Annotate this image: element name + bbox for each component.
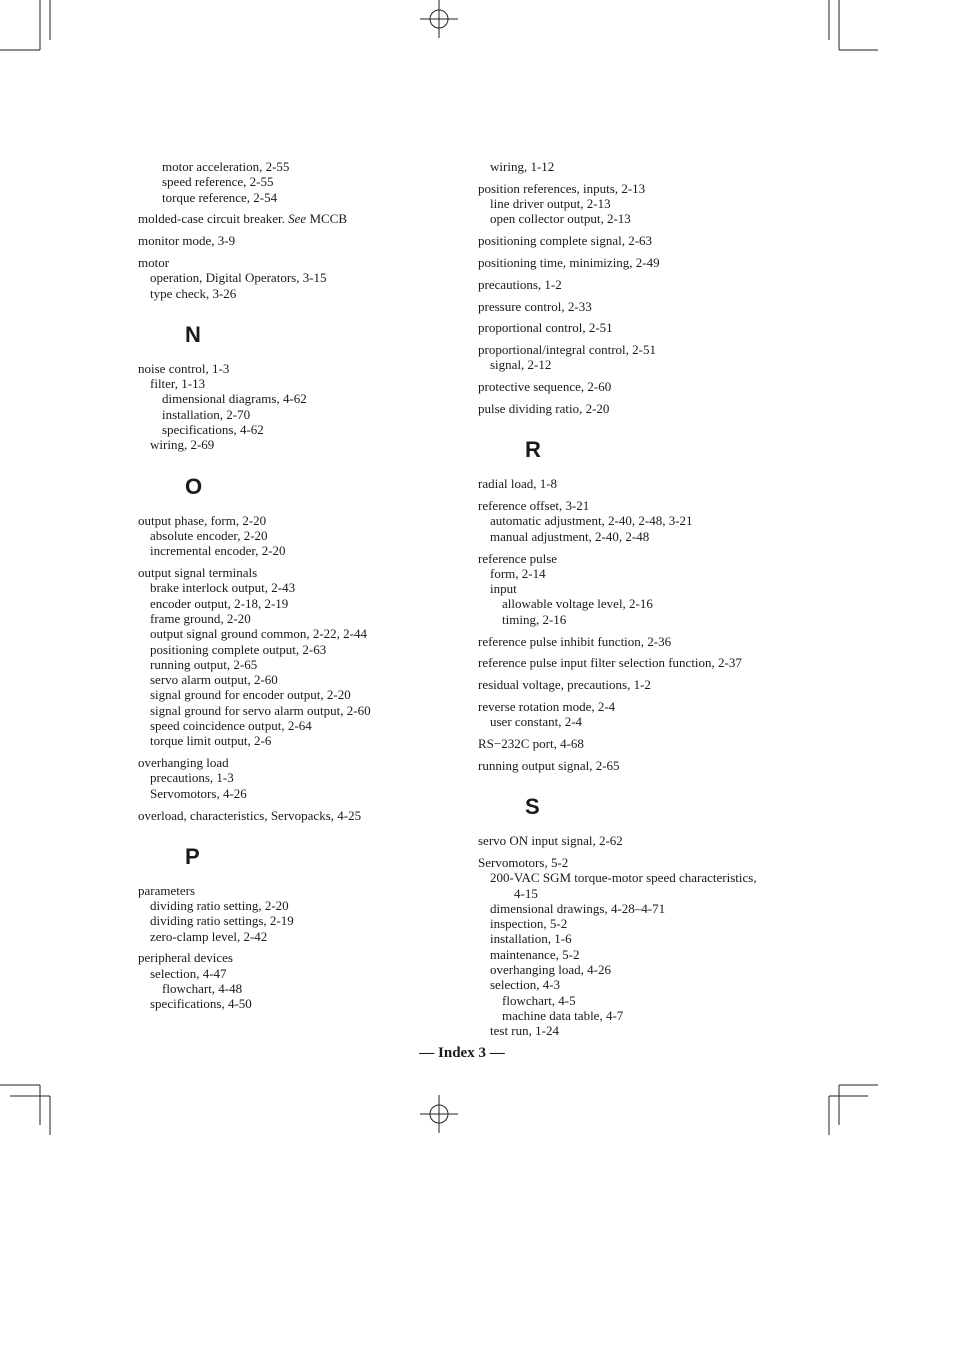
term-text: molded-case circuit breaker. (138, 211, 289, 227)
index-subentry: servo alarm output, 2-60 (150, 672, 278, 688)
index-subentry: absolute encoder, 2-20 (150, 527, 268, 543)
index-term: reference pulse inhibit function, 2-36 (478, 633, 672, 649)
index-subentry: frame ground, 2-20 (150, 610, 251, 626)
group-p (138, 883, 458, 1012)
index-term: noise control, 1-3 (138, 360, 230, 376)
index-entry (138, 211, 458, 226)
index-entry (478, 255, 808, 270)
index-entry (478, 320, 808, 335)
index-subentry: incremental encoder, 2-20 (150, 543, 286, 559)
index-entry (478, 181, 808, 227)
index-entry (478, 233, 808, 248)
index-column-left (138, 159, 458, 1018)
index-subsubentry: installation, 2-70 (162, 406, 251, 422)
index-subentry: signal ground for encoder output, 2-20 (150, 687, 351, 703)
index-entry (478, 551, 808, 627)
index-term: position references, inputs, 2-13 (478, 180, 646, 196)
section-letter-o: O (185, 473, 203, 499)
index-subentry: open collector output, 2-13 (490, 211, 631, 227)
index-term: motor (138, 254, 170, 270)
index-entry (478, 401, 808, 416)
index-term: residual voltage, precautions, 1-2 (478, 677, 651, 693)
group-p-tail (478, 159, 808, 416)
group-o (138, 513, 458, 823)
group-m-tail (138, 159, 458, 301)
index-entry (478, 833, 808, 848)
index-subentry: zero-clamp level, 2-42 (150, 928, 268, 944)
index-subentry: wiring, 1-12 (490, 159, 555, 174)
index-subentry: torque limit output, 2-6 (150, 733, 272, 749)
section-letter-s: S (525, 794, 540, 820)
index-term: reference pulse input filter selection function, 2-37 (478, 655, 742, 671)
index-subentry: 200-VAC SGM torque-motor speed characteristics, (490, 870, 757, 886)
index-subsubentry: allowable voltage level, 2-16 (502, 596, 653, 612)
index-subentry: dividing ratio setting, 2-20 (150, 898, 289, 914)
index-subentry: wiring, 2-69 (150, 437, 215, 453)
index-subentry: maintenance, 5-2 (490, 946, 580, 962)
index-term: positioning time, minimizing, 2-49 (478, 254, 660, 270)
index-subentry: dimensional drawings, 4-28–4-71 (490, 900, 666, 916)
index-entry (478, 277, 808, 292)
index-subsubentry: speed reference, 2-55 (162, 174, 274, 190)
index-term: peripheral devices (138, 950, 233, 966)
index-subentry: specifications, 4-50 (150, 996, 252, 1012)
index-term: output signal terminals (138, 565, 258, 581)
index-term: running output signal, 2-65 (478, 757, 620, 773)
index-term: reference offset, 3-21 (478, 498, 590, 514)
index-entry (138, 255, 458, 301)
index-term: RS−232C port, 4-68 (478, 736, 584, 752)
index-entry (138, 159, 458, 205)
index-term: overload, characteristics, Servopacks, 4-25 (138, 807, 362, 823)
index-term: Servomotors, 5-2 (478, 854, 569, 870)
index-term-mccb (138, 211, 458, 226)
see-reference: See (288, 211, 307, 227)
index-subentry: user constant, 2-4 (490, 714, 583, 730)
index-subsubentry: motor acceleration, 2-55 (162, 159, 290, 174)
index-subentry: Servomotors, 4-26 (150, 785, 247, 801)
index-subsubentry: torque reference, 2-54 (162, 189, 278, 205)
index-subentry: selection, 4-47 (150, 965, 227, 981)
index-term: pulse dividing ratio, 2-20 (478, 401, 610, 417)
index-entry (478, 736, 808, 751)
group-s (478, 833, 808, 1038)
index-subsubentry: dimensional diagrams, 4-62 (162, 391, 307, 407)
index-entry (478, 677, 808, 692)
index-entry (478, 379, 808, 394)
index-subsubentry: flowchart, 4-5 (502, 992, 576, 1008)
index-entry (138, 950, 458, 1011)
index-subentry: manual adjustment, 2-40, 2-48 (490, 528, 650, 544)
index-term: servo ON input signal, 2-62 (478, 833, 623, 849)
index-subentry: running output, 2-65 (150, 656, 258, 672)
index-entry (478, 498, 808, 544)
section-letter-n: N (185, 321, 201, 347)
index-term: reference pulse (478, 550, 558, 566)
index-entry (138, 755, 458, 801)
index-subentry: operation, Digital Operators, 3-15 (150, 270, 327, 286)
index-term: protective sequence, 2-60 (478, 379, 612, 395)
index-term: parameters (138, 882, 196, 898)
page-footer: — Index 3 — (419, 1045, 505, 1061)
index-subentry: test run, 1-24 (490, 1023, 559, 1039)
index-term: radial load, 1-8 (478, 476, 558, 492)
index-subsubentry: timing, 2-16 (502, 611, 567, 627)
index-subentry-continuation: 4-15 (514, 885, 538, 901)
index-entry (478, 159, 808, 174)
index-subentry: signal ground for servo alarm output, 2-60 (150, 702, 371, 718)
index-entry (138, 565, 458, 749)
index-entry (138, 513, 458, 559)
index-term: output phase, form, 2-20 (138, 512, 267, 528)
group-r (478, 476, 808, 773)
index-subentry: precautions, 1-3 (150, 770, 234, 786)
index-subentry: positioning complete output, 2-63 (150, 641, 327, 657)
index-term: pressure control, 2-33 (478, 298, 592, 314)
index-subentry: input (490, 581, 517, 597)
index-entry (478, 476, 808, 491)
index-entry (138, 361, 458, 453)
index-entry (138, 808, 458, 823)
index-entry (478, 342, 808, 373)
group-n (138, 361, 458, 453)
index-term: precautions, 1-2 (478, 276, 562, 292)
index-subentry: selection, 4-3 (490, 977, 561, 993)
index-subsubentry: machine data table, 4-7 (502, 1007, 624, 1023)
index-column-right (478, 159, 808, 1045)
index-entry (478, 758, 808, 773)
index-subentry: inspection, 5-2 (490, 916, 568, 932)
term-target: MCCB (306, 211, 348, 227)
section-letter-r: R (525, 437, 541, 463)
index-subentry: encoder output, 2-18, 2-19 (150, 595, 289, 611)
index-subentry: speed coincidence output, 2-64 (150, 718, 312, 734)
index-subentry: filter, 1-13 (150, 376, 206, 392)
index-subentry: automatic adjustment, 2-40, 2-48, 3-21 (490, 513, 693, 529)
index-term: monitor mode, 3-9 (138, 233, 236, 249)
index-term: reverse rotation mode, 2-4 (478, 698, 616, 714)
index-entry (478, 299, 808, 314)
index-entry (478, 699, 808, 730)
index-subentry: output signal ground common, 2-22, 2-44 (150, 626, 368, 642)
index-term: positioning complete signal, 2-63 (478, 233, 653, 249)
index-subentry: line driver output, 2-13 (490, 196, 611, 212)
index-entry (138, 883, 458, 944)
index-subentry: installation, 1-6 (490, 931, 572, 947)
index-term: proportional/integral control, 2-51 (478, 342, 656, 358)
index-term: overhanging load (138, 755, 229, 771)
index-entry (478, 655, 808, 670)
index-subsubentry: flowchart, 4-48 (162, 981, 243, 997)
index-subentry: overhanging load, 4-26 (490, 961, 611, 977)
index-subentry: dividing ratio settings, 2-19 (150, 913, 294, 929)
index-subentry: signal, 2-12 (490, 357, 552, 373)
index-subentry: brake interlock output, 2-43 (150, 580, 296, 596)
section-letter-p: P (185, 843, 200, 869)
index-entry (478, 634, 808, 649)
index-subentry: type check, 3-26 (150, 285, 237, 301)
index-subsubentry: specifications, 4-62 (162, 422, 264, 438)
index-entry (138, 233, 458, 248)
index-term: proportional control, 2-51 (478, 320, 613, 336)
index-entry (478, 855, 808, 1039)
index-subentry: form, 2-14 (490, 565, 546, 581)
